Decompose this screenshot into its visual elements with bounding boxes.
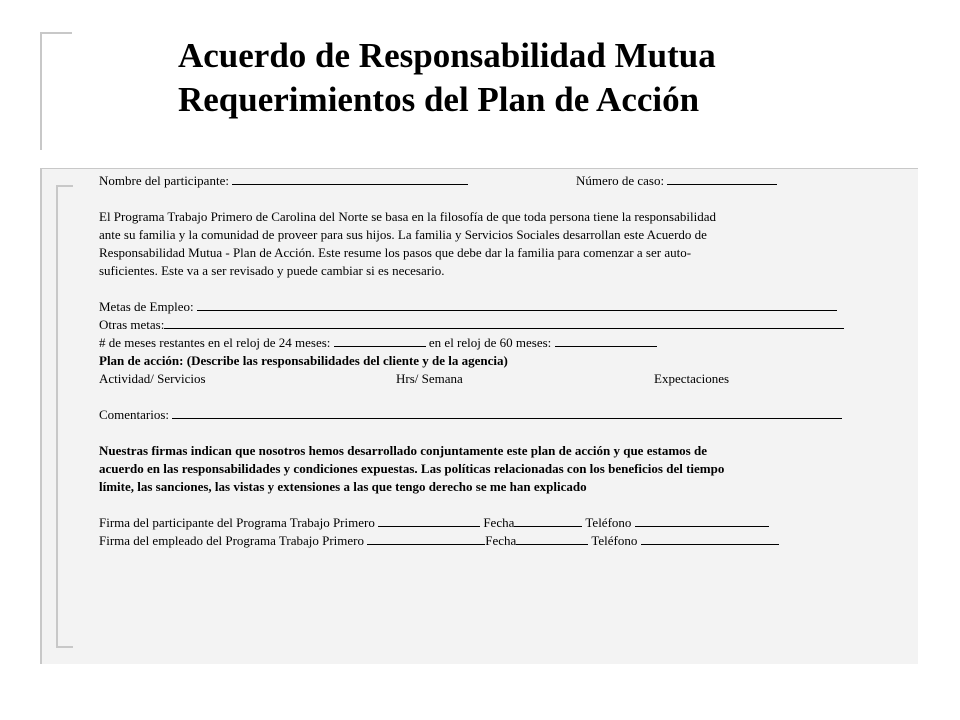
column-activity: Actividad/ Servicios	[99, 371, 206, 386]
intro-paragraph	[99, 208, 879, 280]
title-line-2: Requerimientos del Plan de Acción	[178, 80, 700, 119]
participant-signature-field[interactable]	[378, 514, 480, 527]
action-plan-columns	[99, 370, 879, 388]
employee-date-field[interactable]	[516, 532, 588, 545]
employment-goals-row	[99, 298, 879, 316]
months-60-label: en el reloj de 60 meses:	[428, 335, 552, 350]
intro-line: Responsabilidad Mutua - Plan de Acción. Este resume los pasos que debe dar la familia para comenzar a ser auto-	[99, 245, 692, 260]
employee-signature-field[interactable]	[367, 532, 485, 545]
agreement-paragraph	[99, 442, 879, 496]
participant-phone-field[interactable]	[635, 514, 769, 527]
title-line-1: Acuerdo de Responsabilidad Mutua	[178, 36, 716, 75]
months-24-label: # de meses restantes en el reloj de 24 meses:	[99, 335, 331, 350]
action-plan-heading: Plan de acción: (Describe las responsabilidades del cliente y de la agencia)	[99, 353, 508, 368]
participant-date-field[interactable]	[514, 514, 582, 527]
employee-signature-row	[99, 532, 879, 550]
participant-label: Nombre del participante:	[99, 173, 229, 188]
participant-date-label: Fecha	[483, 515, 515, 530]
other-goals-label: Otras metas:	[99, 317, 165, 332]
participant-signature-label: Firma del participante del Programa Trabajo Primero	[99, 515, 375, 530]
employee-signature-label: Firma del empleado del Programa Trabajo Primero	[99, 533, 365, 548]
column-hours: Hrs/ Semana	[396, 371, 463, 386]
agreement-line: Nuestras firmas indican que nosotros hemos desarrollado conjuntamente este plan de acción y que estamos de	[99, 443, 707, 458]
comments-row	[99, 406, 879, 424]
other-goals-field[interactable]	[164, 316, 844, 329]
employment-goals-field[interactable]	[197, 298, 837, 311]
case-number-field[interactable]	[667, 172, 777, 185]
column-expectations: Expectaciones	[654, 371, 730, 386]
agreement-line: límite, las sanciones, las vistas y extensiones a las que tengo derecho se me han explicado	[99, 479, 587, 494]
months-row	[99, 334, 879, 352]
employment-goals-label: Metas de Empleo:	[99, 299, 194, 314]
case-number-label: Número de caso:	[576, 173, 665, 188]
employee-phone-field[interactable]	[641, 532, 779, 545]
participant-name-field[interactable]	[232, 172, 468, 185]
months-24-field[interactable]	[334, 334, 426, 347]
intro-line: El Programa Trabajo Primero de Carolina del Norte se basa en la filosofía de que toda persona tiene la responsabilidad	[99, 209, 716, 224]
comments-field[interactable]	[172, 406, 842, 419]
participant-signature-row	[99, 514, 879, 532]
form-content	[99, 172, 879, 550]
months-60-field[interactable]	[555, 334, 657, 347]
intro-line: ante su familia y la comunidad de proveer para sus hijos. La familia y Servicios Sociales desarrollan este Acuerdo de	[99, 227, 707, 242]
agreement-line: acuerdo en las responsabilidades y condiciones expuestas. Las políticas relacionadas con los beneficios del tiempo	[99, 461, 725, 476]
employee-date-label: Fecha	[485, 533, 517, 548]
comments-label: Comentarios:	[99, 407, 170, 422]
intro-line: suficientes. Este va a ser revisado y puede cambiar si es necesario.	[99, 263, 445, 278]
employee-phone-label: Teléfono	[591, 533, 638, 548]
decorative-bracket-left	[56, 185, 73, 648]
page-title	[178, 34, 716, 122]
participant-phone-label: Teléfono	[585, 515, 632, 530]
participant-row	[99, 172, 879, 190]
other-goals-row	[99, 316, 879, 334]
decorative-bracket-top	[40, 32, 72, 150]
